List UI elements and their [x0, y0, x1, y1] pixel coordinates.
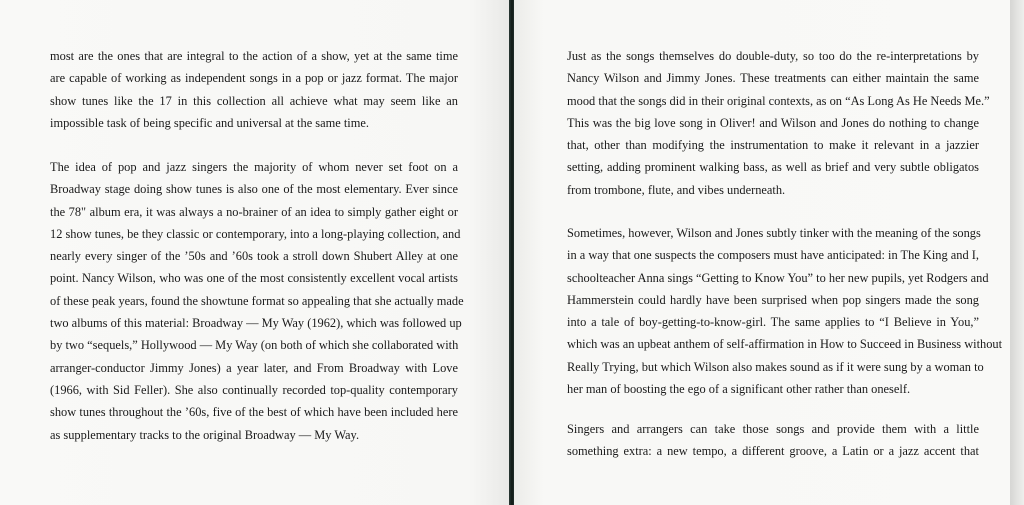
left-paragraph-1 [50, 45, 458, 134]
text-line: in a way that one suspects the composers must have anticipated: in The King and I, [567, 248, 980, 263]
text-line: by two “sequels,” Hollywood — My Way (on both of which she collaborated with [50, 338, 459, 353]
text-line: nearly every singer of the ’50s and ’60s took a stroll down Shubert Alley at one [50, 249, 458, 264]
text-line: show tunes throughout the ’60s, five of the best of which have been included here [50, 405, 458, 420]
text-line: point. Nancy Wilson, who was one of the most consistently excellent vocal artists [50, 271, 458, 286]
text-line: most are the ones that are integral to the action of a show, yet at the same time [50, 49, 458, 63]
text-line: This was the big love song in Oliver! and Wilson and Jones do nothing to change [567, 115, 979, 130]
text-line: two albums of this material: Broadway — My Way (1962), which was followed up [50, 316, 462, 331]
text-line: as supplementary tracks to the original Broadway — My Way. [50, 427, 360, 442]
text-line: Just as the songs themselves do double-duty, so too do the re-interpretations by [567, 49, 979, 63]
text-line: Sometimes, however, Wilson and Jones subtly tinker with the meaning of the songs [567, 226, 981, 240]
text-line: Nancy Wilson and Jimmy Jones. These treatments can either maintain the same [567, 71, 979, 86]
text-line: the 78" album era, it was always a no-brainer of an idea to simply gather eight or [50, 204, 458, 219]
text-line: schoolteacher Anna sings “Getting to Know You” to her new pupils, yet Rodgers and [567, 270, 989, 285]
text-line: Singers and arrangers can take those songs and provide them with a little [567, 422, 979, 436]
text-line: Hammerstein could hardly have been surprised when pop singers made the song [567, 292, 979, 307]
text-line: of these peak years, found the showtune format so appealing that she actually made [50, 293, 464, 308]
text-line: impossible task of being specific and universal at the same time. [50, 115, 369, 130]
left-paragraph-2 [50, 156, 464, 446]
text-line: (1966, with Sid Feller). She also continually recorded top-quality contemporary [50, 382, 458, 397]
text-line: mood that the songs did in their original contexts, as on “As Long As He Needs Me.” [567, 93, 990, 108]
text-line: setting, adding prominent walking bass, as well as brief and very subtle obligatos [567, 160, 979, 175]
text-line: her man of boosting the ego of a significant other rather than oneself. [567, 382, 911, 397]
text-line: from trombone, flute, and vibes underneath. [567, 182, 786, 197]
text-line: arranger-conductor Jimmy Jones) a year later, and From Broadway with Love [50, 360, 458, 375]
right-paragraph-2 [567, 222, 1003, 400]
text-line: Really Trying, but which Wilson also makes sound as if it were sung by a woman to [567, 359, 984, 374]
right-paragraph-3 [567, 418, 979, 463]
left-page [0, 0, 510, 505]
right-page [514, 0, 1010, 505]
text-line: The idea of pop and jazz singers the majority of whom never set foot on a [50, 160, 458, 174]
text-line: are capable of working as independent songs in a pop or jazz format. The major [50, 71, 458, 86]
text-line: which was an upbeat anthem of self-affirmation in How to Succeed in Business without [567, 337, 1003, 352]
text-line: that, other than modifying the instrumentation to make it relevant in a jazzier [567, 138, 979, 153]
text-line: show tunes like the 17 in this collection all achieve what may seem like an [50, 93, 458, 108]
text-line: Broadway stage doing show tunes is also one of the most elementary. Ever since [50, 182, 458, 197]
text-line: into a tale of boy-getting-to-know-girl. The same applies to “I Believe in You,” [567, 315, 979, 330]
page-edge [1010, 0, 1024, 505]
text-line: 12 show tunes, be they classic or contemporary, into a long-playing collection, and [50, 226, 461, 241]
right-paragraph-1 [567, 45, 990, 201]
text-line: something extra: a new tempo, a different groove, a Latin or a jazz accent that [567, 444, 979, 459]
